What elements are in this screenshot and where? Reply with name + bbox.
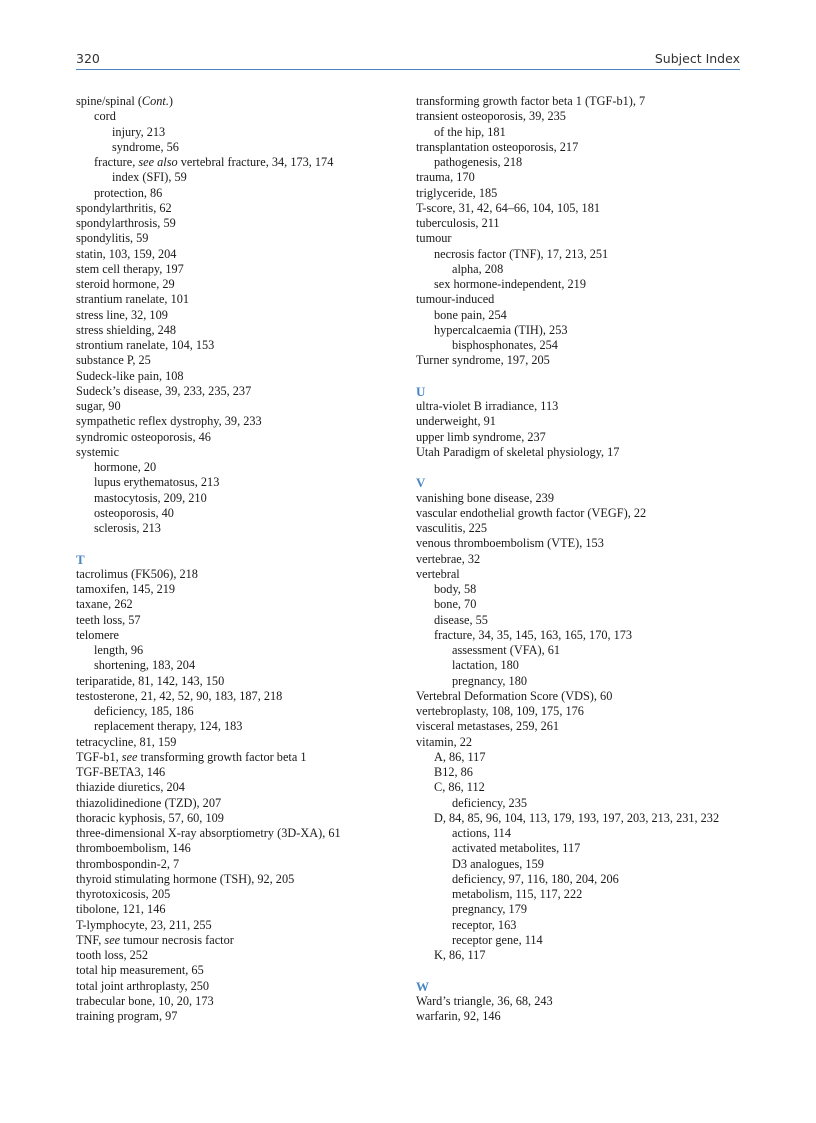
index-entry: vitamin, 22 <box>416 734 473 749</box>
index-entry: tibolone, 121, 146 <box>76 902 166 917</box>
index-subentry: A, 86, 117 <box>434 749 486 764</box>
index-subentry: lupus erythematosus, 213 <box>94 475 220 490</box>
index-entry: sympathetic reflex dystrophy, 39, 233 <box>76 414 262 429</box>
index-entry: teeth loss, 57 <box>76 612 141 627</box>
index-entry: vertebroplasty, 108, 109, 175, 176 <box>416 704 584 718</box>
index-entry: spine/spinal (Cont.) <box>76 94 174 108</box>
index-subsubentry: metabolism, 115, 117, 222 <box>452 887 583 901</box>
index-subentry: K, 86, 117 <box>434 948 486 962</box>
index-entry: trauma, 170 <box>416 170 475 185</box>
index-subentry: pathogenesis, 218 <box>434 155 523 169</box>
index-subentry: sclerosis, 213 <box>94 521 161 535</box>
index-subentry: of the hip, 181 <box>434 124 506 139</box>
index-subsubentry: D3 analogues, 159 <box>452 856 544 871</box>
index-entry: spondylitis, 59 <box>76 231 149 246</box>
index-subsubentry: injury, 213 <box>112 124 166 139</box>
index-entry: statin, 103, 159, 204 <box>76 246 177 261</box>
index-subentry: bone pain, 254 <box>434 307 507 322</box>
index-subsubentry: lactation, 180 <box>452 658 519 673</box>
index-entry: trabecular bone, 10, 20, 173 <box>76 993 214 1008</box>
index-entry: taxane, 262 <box>76 597 133 612</box>
index-subsubentry: assessment (VFA), 61 <box>452 643 561 657</box>
index-entry: Sudeck’s disease, 39, 233, 235, 237 <box>76 383 252 398</box>
index-entry: spondylarthritis, 62 <box>76 200 172 215</box>
index-entry: vertebrae, 32 <box>416 551 481 566</box>
index-entry: strantium ranelate, 101 <box>76 292 190 307</box>
section-title: Subject Index <box>654 51 740 66</box>
index-subentry: hypercalcaemia (TIH), 253 <box>434 322 568 337</box>
index-entry: three-dimensional X-ray absorptiometry (3D-XA), 61 <box>76 826 341 840</box>
index-entry: steroid hormone, 29 <box>76 277 175 291</box>
index-subsubentry: deficiency, 97, 116, 180, 204, 206 <box>452 871 619 886</box>
index-subentry: body, 58 <box>434 582 477 596</box>
index-entry: Ward’s triangle, 36, 68, 243 <box>416 993 553 1008</box>
index-entry: testosterone, 21, 42, 52, 90, 183, 187, 218 <box>76 688 283 703</box>
index-entry: underweight, 91 <box>416 414 496 429</box>
index-entry: visceral metastases, 259, 261 <box>416 719 560 734</box>
index-subentry: shortening, 183, 204 <box>94 658 196 673</box>
index-entry: stress line, 32, 109 <box>76 307 168 322</box>
index-subentry: mastocytosis, 209, 210 <box>94 490 207 505</box>
index-entry: telomere <box>76 627 120 642</box>
index-entry: transplantation osteoporosis, 217 <box>416 139 579 154</box>
index-entry: thrombospondin-2, 7 <box>76 856 180 871</box>
index-subentry: osteoporosis, 40 <box>94 505 174 520</box>
index-entry: TGF-BETA3, 146 <box>76 765 166 779</box>
index-entry: Sudeck-like pain, 108 <box>76 368 184 383</box>
index-entry: Turner syndrome, 197, 205 <box>416 353 550 368</box>
index-entry: warfarin, 92, 146 <box>416 1009 501 1023</box>
index-entry: thoracic kyphosis, 57, 60, 109 <box>76 810 224 825</box>
index-entry: Vertebral Deformation Score (VDS), 60 <box>416 688 613 703</box>
index-subentry: necrosis factor (TNF), 17, 213, 251 <box>434 246 609 261</box>
index-entry: tamoxifen, 145, 219 <box>76 582 176 596</box>
index-subsubentry: syndrome, 56 <box>112 139 179 154</box>
index-entry: thyrotoxicosis, 205 <box>76 887 171 901</box>
index-entry: ultra-violet B irradiance, 113 <box>416 399 559 413</box>
index-entry: tuberculosis, 211 <box>416 216 500 230</box>
index-entry: tooth loss, 252 <box>76 948 149 962</box>
page-header <box>76 51 740 69</box>
section-letter-w: W <box>416 978 429 994</box>
index-subentry: bone, 70 <box>434 597 477 612</box>
index-entry: upper limb syndrome, 237 <box>416 429 546 444</box>
index-subentry: disease, 55 <box>434 612 488 627</box>
section-gap <box>76 536 396 551</box>
section-gap <box>416 963 740 978</box>
index-subentry: fracture, 34, 35, 145, 163, 165, 170, 173 <box>434 627 633 642</box>
index-entry: tumour-induced <box>416 292 495 307</box>
index-entry: T-score, 31, 42, 64–66, 104, 105, 181 <box>416 200 600 215</box>
index-entry: syndromic osteoporosis, 46 <box>76 429 211 444</box>
index-subentry: B12, 86 <box>434 765 473 779</box>
index-entry: tetracycline, 81, 159 <box>76 734 177 749</box>
index-entry: spondylarthrosis, 59 <box>76 216 176 230</box>
index-entry: vasculitis, 225 <box>416 521 488 535</box>
index-entry: vascular endothelial growth factor (VEGF), 22 <box>416 505 647 520</box>
index-entry: teriparatide, 81, 142, 143, 150 <box>76 673 225 688</box>
index-entry: total joint arthroplasty, 250 <box>76 978 210 993</box>
index-entry: Utah Paradigm of skeletal physiology, 17 <box>416 444 620 459</box>
index-subentry: hormone, 20 <box>94 460 157 474</box>
index-subsubentry: pregnancy, 179 <box>452 902 528 917</box>
index-subentry: deficiency, 185, 186 <box>94 704 194 718</box>
index-entry: thiazide diuretics, 204 <box>76 780 185 795</box>
section-letter-v: V <box>416 475 426 491</box>
index-entry: substance P, 25 <box>76 353 151 368</box>
page-number: 320 <box>76 51 100 66</box>
index-entry: TGF-b1, see transforming growth factor beta 1 <box>76 749 307 764</box>
index-entry: tumour <box>416 231 452 246</box>
index-subsubentry: activated metabolites, 117 <box>452 841 581 856</box>
index-column-left <box>76 94 396 1024</box>
index-entry: vanishing bone disease, 239 <box>416 490 554 505</box>
index-entry: thiazolidinedione (TZD), 207 <box>76 795 222 810</box>
index-subsubentry: receptor, 163 <box>452 917 517 932</box>
index-subsubentry: index (SFI), 59 <box>112 170 187 185</box>
index-entry: transforming growth factor beta 1 (TGF-b1), 7 <box>416 94 646 108</box>
index-entry: systemic <box>76 444 120 459</box>
index-entry: TNF, see tumour necrosis factor <box>76 932 234 947</box>
index-subentry: C, 86, 112 <box>434 780 485 795</box>
index-entry: vertebral <box>416 566 460 581</box>
index-entry: stress shielding, 248 <box>76 322 177 337</box>
index-entry: strontium ranelate, 104, 153 <box>76 338 215 352</box>
index-subentry: length, 96 <box>94 643 144 657</box>
index-subsubentry: pregnancy, 180 <box>452 673 528 688</box>
index-entry: T-lymphocyte, 23, 211, 255 <box>76 917 212 932</box>
index-subsubentry: actions, 114 <box>452 826 511 840</box>
index-entry: venous thromboembolism (VTE), 153 <box>416 536 604 551</box>
index-subsubentry: bisphosphonates, 254 <box>452 338 558 352</box>
index-entry: thyroid stimulating hormone (TSH), 92, 205 <box>76 871 295 886</box>
index-subentry: cord <box>94 109 116 124</box>
index-subentry: replacement therapy, 124, 183 <box>94 719 243 734</box>
index-entry: thromboembolism, 146 <box>76 841 191 856</box>
section-gap <box>416 460 740 475</box>
header-rule <box>76 69 740 70</box>
index-subentry: fracture, see also vertebral fracture, 34, 173, 174 <box>94 155 334 169</box>
section-gap <box>416 369 740 384</box>
index-entry: transient osteoporosis, 39, 235 <box>416 109 566 124</box>
index-subsubentry: alpha, 208 <box>452 261 504 276</box>
index-subsubentry: receptor gene, 114 <box>452 932 543 947</box>
section-letter-u: U <box>416 383 426 399</box>
index-entry: stem cell therapy, 197 <box>76 261 184 276</box>
index-entry: sugar, 90 <box>76 399 121 413</box>
index-column-right <box>416 94 740 1024</box>
index-entry: tacrolimus (FK506), 218 <box>76 566 198 581</box>
index-entry: training program, 97 <box>76 1009 178 1023</box>
index-subentry: protection, 86 <box>94 185 163 200</box>
index-entry: triglyceride, 185 <box>416 185 498 200</box>
index-entry: total hip measurement, 65 <box>76 963 204 978</box>
index-subentry: sex hormone-independent, 219 <box>434 277 586 291</box>
index-subsubentry: deficiency, 235 <box>452 795 527 810</box>
section-letter-t: T <box>76 551 85 567</box>
index-subentry: D, 84, 85, 96, 104, 113, 179, 193, 197, 203, 213, 231, 232 <box>434 810 720 825</box>
